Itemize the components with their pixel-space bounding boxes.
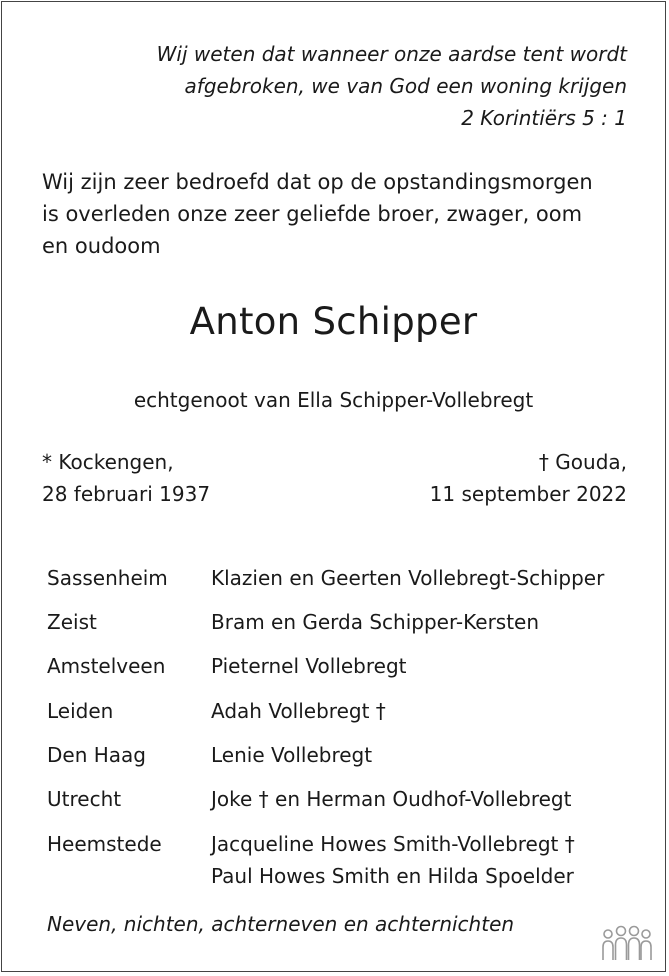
death-date: 11 september 2022	[429, 482, 627, 506]
family-names	[211, 650, 407, 682]
family-names	[211, 695, 386, 727]
family-name: Pieternel Vollebregt	[211, 654, 407, 678]
family-name: Lenie Vollebregt	[211, 743, 373, 767]
family-names	[211, 783, 571, 815]
family-place: Heemstede	[47, 832, 162, 856]
spouse-line: echtgenoot van Ella Schipper-Vollebregt	[133, 388, 534, 412]
family-name: Joke † en Herman Oudhof-Vollebregt	[211, 787, 572, 811]
family-names	[211, 562, 604, 594]
people-group-icon	[601, 925, 653, 961]
announcement-line: is overleden onze zeer geliefde broer, zwager, oom	[42, 202, 583, 226]
announcement-line: en oudoom	[42, 234, 161, 258]
family-place: Den Haag	[47, 743, 146, 767]
obituary-card	[1, 1, 666, 972]
quote-line: Wij weten dat wanneer onze aardse tent wordt	[156, 42, 627, 66]
quote-reference: 2 Korintiërs 5 : 1	[461, 106, 627, 130]
birth-info	[42, 446, 210, 510]
family-name: Adah Vollebregt †	[211, 699, 386, 723]
death-place: † Gouda,	[538, 450, 627, 474]
family-place: Zeist	[47, 610, 97, 634]
family-name: Paul Howes Smith en Hilda Spoelder	[211, 864, 574, 888]
announcement-text	[42, 166, 593, 262]
birth-date: 28 februari 1937	[42, 482, 211, 506]
closing-line: Neven, nichten, achterneven en achternichten	[47, 912, 515, 936]
family-place: Amstelveen	[47, 654, 166, 678]
birth-place: * Kockengen,	[42, 450, 174, 474]
family-place: Sassenheim	[47, 566, 168, 590]
announcement-line: Wij zijn zeer bedroefd dat op de opstandingsmorgen	[42, 170, 593, 194]
family-names	[211, 606, 539, 638]
family-place: Utrecht	[47, 787, 122, 811]
death-info	[430, 446, 627, 510]
deceased-name: Anton Schipper	[189, 300, 478, 343]
family-name: Bram en Gerda Schipper-Kersten	[211, 610, 540, 634]
quote-line: afgebroken, we van God een woning krijgen	[184, 74, 627, 98]
bible-quote	[157, 38, 627, 134]
family-name: Klazien en Geerten Vollebregt-Schipper	[211, 566, 605, 590]
family-names	[211, 828, 575, 892]
family-place: Leiden	[47, 699, 114, 723]
family-names	[211, 739, 372, 771]
family-name: Jacqueline Howes Smith-Vollebregt †	[211, 832, 575, 856]
